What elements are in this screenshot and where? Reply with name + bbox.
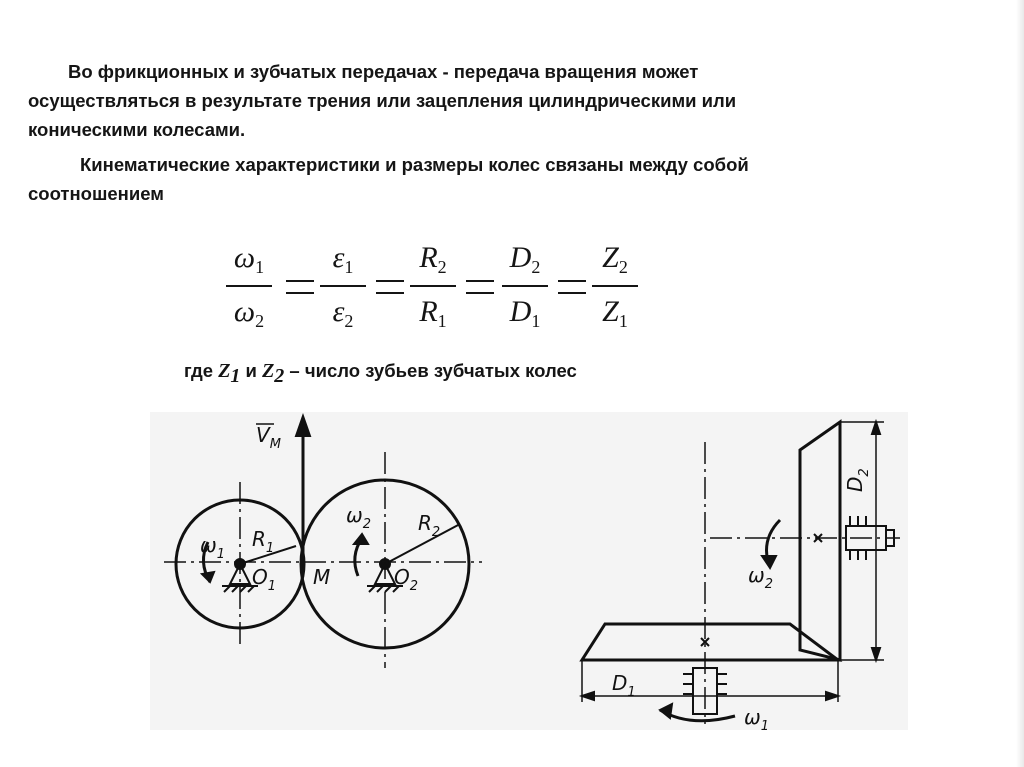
equals-sign (284, 266, 318, 306)
label-omega-1: $\omega_1$ (200, 533, 226, 562)
label-r2: $R_2$ (418, 511, 441, 540)
label-d1: $D_1$ (612, 671, 636, 700)
paragraph-line-5: соотношением (28, 183, 164, 204)
bevel-wheels-drawing (582, 422, 900, 724)
label-omega-2-bevel: $\omega_2$ (748, 563, 774, 592)
paragraph-line-4: Кинематические характеристики и размеры колес связаны между собой (80, 154, 749, 175)
label-d2: $D_2$ (843, 468, 872, 492)
teeth-count-note: где $Z_1$ и $Z_2$ – число зубьев зубчатых колес (184, 360, 577, 387)
label-omega-1-bevel: $\omega_1$ (744, 705, 770, 730)
paragraph-line-2: осуществляться в результате трения или зацепления цилиндрическими или (28, 90, 737, 111)
label-o1: $O_1$ (252, 565, 277, 594)
paragraph-line-1: Во фрикционных и зубчатых передачах - передача вращения может (68, 61, 699, 82)
paragraph-line-3: коническими колесами. (28, 119, 246, 140)
label-omega-2: $\omega_2$ (346, 503, 372, 532)
equals-sign (374, 266, 408, 306)
kinematic-ratio-formula: $\omega_1$ $\omega_2$ $\varepsilon_1$ $\varepsilon_2$ $R_2$ $R_1$ $D_2$ $D_1$ $Z_2$ $Z_1$ (226, 238, 646, 338)
gear-drawings (150, 412, 908, 730)
label-o2: $O_2$ (394, 565, 419, 594)
equals-sign (556, 266, 590, 306)
equals-sign (464, 266, 498, 306)
label-r1: $R_1$ (252, 527, 275, 556)
label-m: M (313, 565, 331, 589)
slide-edge-shadow (1016, 0, 1024, 767)
gear-transmission-figure (150, 412, 908, 730)
label-v-m: $V_M$ (256, 423, 281, 452)
